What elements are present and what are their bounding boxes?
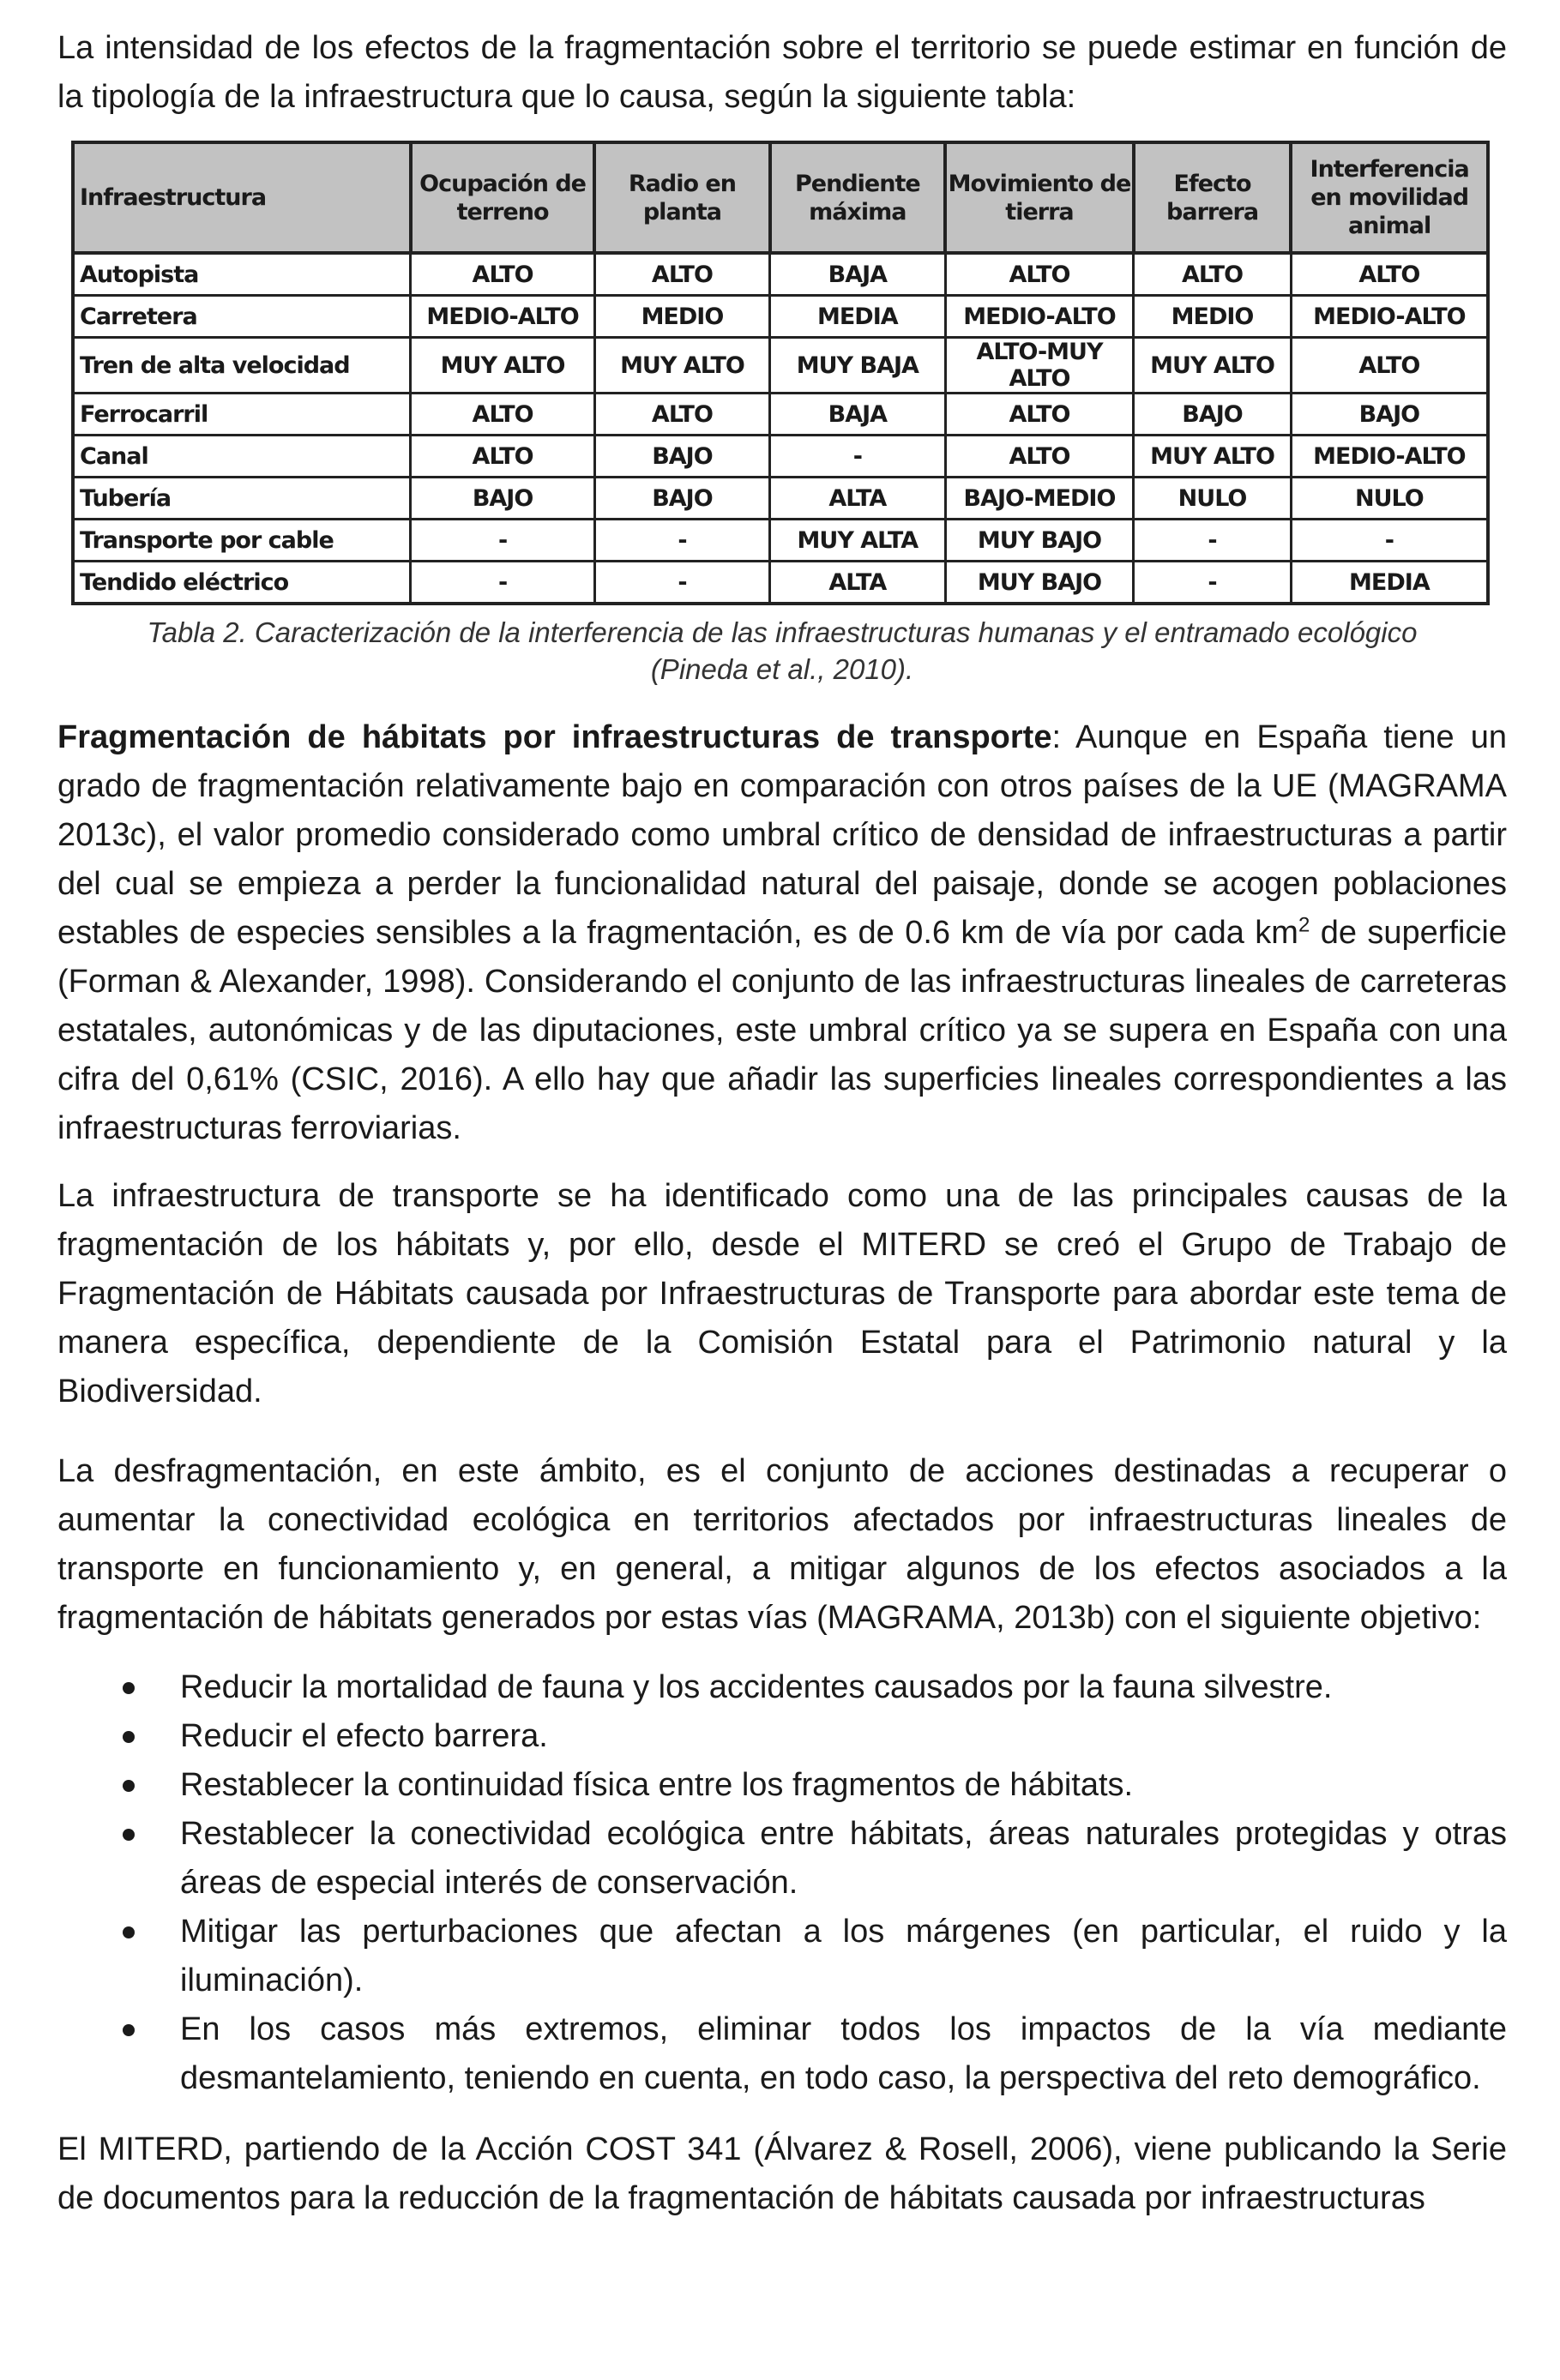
table-cell: BAJO bbox=[594, 436, 769, 478]
list-item: Restablecer la conectividad ecológica entre hábitats, áreas naturales protegidas y otras áreas de especial interés de conservación. bbox=[57, 1810, 1507, 1908]
miterd-paragraph: La infraestructura de transporte se ha identificado como una de las principales causas de la fragmentación de los hábitats y, por ello, desde el MITERD se creó el Grupo de Trabajo de Fragmentación de Hábitats causada por Infraestructuras de Transporte para abordar este tema de manera específica, dependiente de la Comisión Estatal para el Patrimonio natural y la Biodiversidad. bbox=[57, 1178, 1507, 1409]
table-row bbox=[73, 562, 1488, 604]
table-cell: MUY BAJA bbox=[770, 338, 946, 394]
table-cell: ALTO bbox=[1134, 253, 1291, 296]
table-cell: MEDIO-ALTO bbox=[1291, 296, 1488, 338]
table-cell: MEDIO-ALTO bbox=[1291, 436, 1488, 478]
table-cell: ALTA bbox=[770, 478, 946, 520]
table-cell: MEDIO bbox=[1134, 296, 1291, 338]
table-cell: ALTO bbox=[594, 253, 769, 296]
table-body bbox=[73, 253, 1488, 604]
table-cell: MUY ALTO bbox=[1134, 338, 1291, 394]
table-caption-line: Tabla 2. Caracterización de la interferencia de las infraestructuras humanas y el entramado ecológico bbox=[147, 616, 1418, 648]
table-row-label: Autopista bbox=[73, 253, 411, 296]
table-cell: MEDIO-ALTO bbox=[945, 296, 1134, 338]
table-row bbox=[73, 436, 1488, 478]
cost-paragraph: El MITERD, partiendo de la Acción COST 341 (Álvarez & Rosell, 2006), viene publicando la Serie de documentos para la reducción de la fragmentación de hábitats causada por infraestructuras bbox=[57, 2131, 1507, 2216]
table-header-cell: Efecto barrera bbox=[1134, 142, 1291, 253]
defragmentation-paragraph: La desfragmentación, en este ámbito, es el conjunto de acciones destinadas a recuperar o aumentar la conectividad ecológica en territorios afectados por infraestructuras lineales de transporte en funcionamiento y, en general, a mitigar algunos de los efectos asociados a la fragmentación de hábitats generados por estas vías (MAGRAMA, 2013b) con el siguiente objetivo: bbox=[57, 1453, 1507, 1636]
paragraph-heading: Fragmentación de hábitats por infraestructuras de transporte bbox=[57, 719, 1052, 755]
table-header-cell: Ocupación de terreno bbox=[411, 142, 595, 253]
table-row bbox=[73, 253, 1488, 296]
table-cell: - bbox=[411, 562, 595, 604]
table-cell: ALTO-MUY ALTO bbox=[945, 338, 1134, 394]
table-cell: NULO bbox=[1134, 478, 1291, 520]
table-cell: ALTO bbox=[594, 394, 769, 436]
table-cell: - bbox=[594, 562, 769, 604]
table-cell: MEDIA bbox=[770, 296, 946, 338]
table-header-cell: Radio en planta bbox=[594, 142, 769, 253]
table-cell: MUY BAJO bbox=[945, 520, 1134, 562]
table-cell: - bbox=[594, 520, 769, 562]
table-cell: BAJO bbox=[1134, 394, 1291, 436]
table-cell: MUY ALTA bbox=[770, 520, 946, 562]
table-caption bbox=[57, 614, 1507, 688]
table-header-cell: Movimiento de tierra bbox=[945, 142, 1134, 253]
table-cell: ALTO bbox=[945, 394, 1134, 436]
table-row bbox=[73, 520, 1488, 562]
table-cell: ALTO bbox=[945, 436, 1134, 478]
table-cell: MEDIO bbox=[594, 296, 769, 338]
table-cell: NULO bbox=[1291, 478, 1488, 520]
table-cell: ALTO bbox=[945, 253, 1134, 296]
table-cell: MUY BAJO bbox=[945, 562, 1134, 604]
table-cell: MEDIA bbox=[1291, 562, 1488, 604]
document-page bbox=[57, 24, 1507, 2242]
table-cell: BAJO bbox=[1291, 394, 1488, 436]
infrastructure-table bbox=[71, 141, 1490, 605]
table-row-label: Tren de alta velocidad bbox=[73, 338, 411, 394]
paragraph-text: de superficie (Forman & Alexander, 1998). Considerando el conjunto de las infraestructuras lineales de carreteras estatales, autonómicas y de las diputaciones, este umbral crítico ya se supera en España con una cifra del 0,61% (CSIC, 2016). A ello hay que añadir las superficies lineales correspondientes a las infraestructuras ferroviarias. bbox=[57, 915, 1508, 1146]
list-item: Reducir el efecto barrera. bbox=[57, 1712, 1507, 1761]
bullet-icon bbox=[123, 1780, 135, 1792]
table-cell: MUY ALTO bbox=[1134, 436, 1291, 478]
table-cell: ALTO bbox=[1291, 253, 1488, 296]
superscript: 2 bbox=[1298, 913, 1310, 937]
table-row-label: Tubería bbox=[73, 478, 411, 520]
bullet-icon bbox=[123, 1926, 135, 1938]
bullet-icon bbox=[123, 1829, 135, 1841]
table-cell: ALTA bbox=[770, 562, 946, 604]
table-header-cell: Interferencia en movilidad animal bbox=[1291, 142, 1488, 253]
objectives-list bbox=[57, 1663, 1507, 2103]
table-row-label: Carretera bbox=[73, 296, 411, 338]
list-item: Restablecer la continuidad física entre los fragmentos de hábitats. bbox=[57, 1761, 1507, 1810]
table-cell: - bbox=[1134, 520, 1291, 562]
table-cell: BAJA bbox=[770, 253, 946, 296]
table-cell: ALTO bbox=[1291, 338, 1488, 394]
table-row-label: Transporte por cable bbox=[73, 520, 411, 562]
table-cell: MUY ALTO bbox=[594, 338, 769, 394]
table-cell: - bbox=[770, 436, 946, 478]
table-row bbox=[73, 296, 1488, 338]
table-row bbox=[73, 338, 1488, 394]
bullet-icon bbox=[123, 2024, 135, 2036]
table-cell: - bbox=[1134, 562, 1291, 604]
table-cell: BAJA bbox=[770, 394, 946, 436]
table-row bbox=[73, 478, 1488, 520]
table-cell: MEDIO-ALTO bbox=[411, 296, 595, 338]
fragmentation-paragraph bbox=[57, 713, 1507, 1153]
table-caption-line: (Pineda et al., 2010). bbox=[650, 653, 914, 685]
table-row-label: Canal bbox=[73, 436, 411, 478]
intro-paragraph: La intensidad de los efectos de la fragmentación sobre el territorio se puede estimar en función de la tipología de la infraestructura que lo causa, según la siguiente tabla: bbox=[57, 30, 1507, 115]
infrastructure-table-container bbox=[71, 141, 1490, 605]
table-cell: BAJO bbox=[411, 478, 595, 520]
table-row-label: Tendido eléctrico bbox=[73, 562, 411, 604]
table-cell: BAJO-MEDIO bbox=[945, 478, 1134, 520]
bullet-icon bbox=[123, 1731, 135, 1743]
list-item: Reducir la mortalidad de fauna y los accidentes causados por la fauna silvestre. bbox=[57, 1663, 1507, 1712]
paragraph-text: : Aunque en España tiene un grado de fragmentación relativamente bajo en comparación con otros países de la UE (MAGRAMA 2013c), el valor promedio considerado como umbral crítico de densidad de infraestructuras a partir del cual se empieza a perder la funcionalidad natural del paisaje, donde se acogen poblaciones estables de especies sensibles a la fragmentación, es de 0.6 km de vía por cada km bbox=[57, 719, 1507, 951]
table-header-cell: Infraestructura bbox=[73, 142, 411, 253]
bullet-icon bbox=[123, 1682, 135, 1694]
table-row-label: Ferrocarril bbox=[73, 394, 411, 436]
table-cell: ALTO bbox=[411, 394, 595, 436]
table-cell: ALTO bbox=[411, 436, 595, 478]
table-header-row bbox=[73, 142, 1488, 253]
table-cell: ALTO bbox=[411, 253, 595, 296]
table-header-cell: Pendiente máxima bbox=[770, 142, 946, 253]
table-cell: - bbox=[1291, 520, 1488, 562]
table-cell: MUY ALTO bbox=[411, 338, 595, 394]
list-item: En los casos más extremos, eliminar todos los impactos de la vía mediante desmantelamiento, teniendo en cuenta, en todo caso, la perspectiva del reto demográfico. bbox=[57, 2005, 1507, 2103]
table-row bbox=[73, 394, 1488, 436]
list-item: Mitigar las perturbaciones que afectan a los márgenes (en particular, el ruido y la iluminación). bbox=[57, 1908, 1507, 2005]
table-cell: - bbox=[411, 520, 595, 562]
table-cell: BAJO bbox=[594, 478, 769, 520]
